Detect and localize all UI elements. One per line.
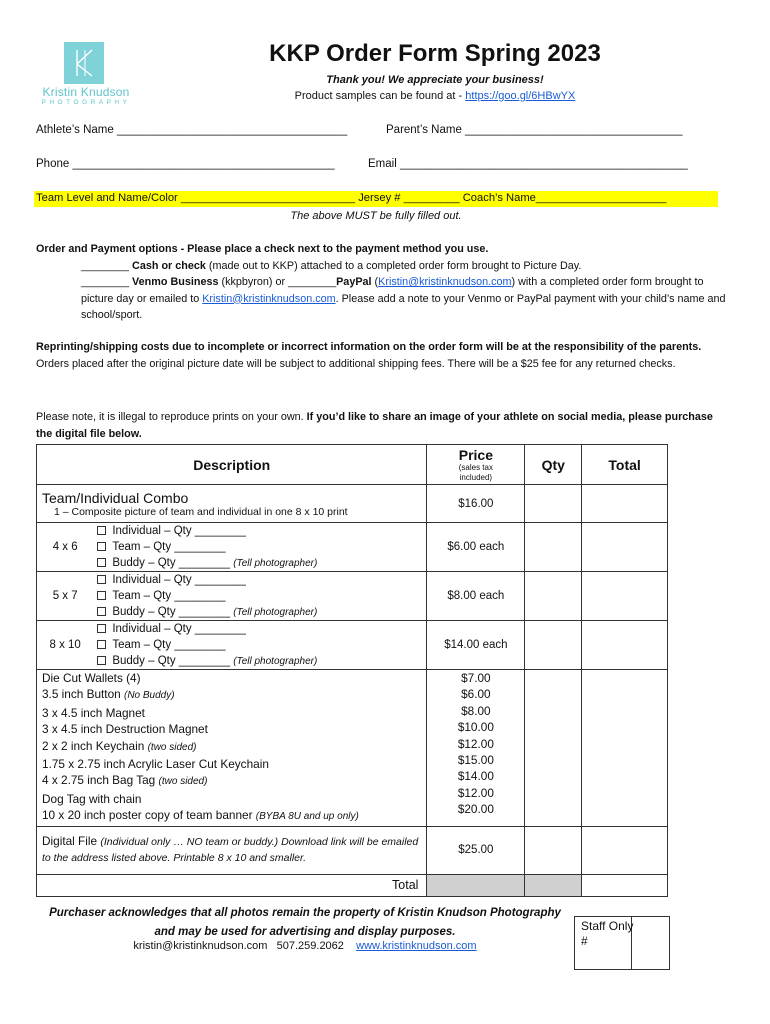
must-fill-note: The above MUST be fully filled out.: [290, 210, 462, 222]
team-info-field[interactable]: Team Level and Name/Color ____________________________ Jersey # _________ Coach’s Name_____________________: [36, 192, 667, 204]
list-item: 10 x 20 inch poster copy of team banner (BYBA 8U and up only): [42, 808, 359, 823]
page-title: KKP Order Form Spring 2023: [269, 40, 601, 67]
checkbox-icon[interactable]: [97, 558, 106, 567]
reproduction-notice: Please note, it is illegal to reproduce prints on your own. If you’d like to share an image of your athlete on social media, please purchase the digital file below.: [36, 411, 713, 440]
total-cell[interactable]: [582, 826, 668, 874]
checkbox-icon[interactable]: [97, 640, 106, 649]
checkbox-icon[interactable]: [97, 624, 106, 633]
acknowledgement: Purchaser acknowledges that all photos remain the property of Kristin Knudson Photography and may be used for advertising and display purposes.: [49, 907, 561, 938]
list-item: 4 x 2.75 inch Bag Tag (two sided): [42, 773, 208, 788]
logo-mark-icon: [64, 42, 104, 84]
list-item: 3 x 4.5 inch Destruction Magnet: [42, 722, 208, 737]
venmo-option[interactable]: ________ Venmo Business (kkpbyron) or ________PayPal (Kristin@kristinknudson.com) with a completed order form brought to picture day or emailed to Kristin@kristinknudson.com. Please add a note to your Venmo or PayPal payment with your child’s name and school/sport.: [81, 276, 726, 321]
phone-field[interactable]: Phone _________________________________________: [36, 158, 335, 170]
thanks-line: Thank you! We appreciate your business!: [326, 74, 544, 86]
checkbox-icon[interactable]: [97, 607, 106, 616]
checkbox-icon[interactable]: [97, 575, 106, 584]
list-item: Dog Tag with chain: [42, 791, 142, 806]
price-header: Price (sales tax included): [427, 445, 525, 485]
qty-cell[interactable]: [525, 572, 582, 621]
table-row-total: Total: [37, 874, 668, 896]
logo-subtitle: PHOTOGRAPHY: [41, 99, 131, 106]
total-cell[interactable]: [582, 523, 668, 572]
email-field[interactable]: Email _____________________________________________: [368, 158, 688, 170]
list-item: 3 x 4.5 inch Magnet: [42, 705, 145, 720]
contact-phone: 507.259.2062: [276, 940, 344, 952]
samples-prefix: Product samples can be found at -: [294, 90, 466, 102]
samples-link[interactable]: https://goo.gl/6HBwYX: [465, 90, 576, 102]
qty-cell[interactable]: [525, 826, 582, 874]
total-cell[interactable]: [582, 670, 668, 827]
qty-cell[interactable]: [525, 485, 582, 523]
total-header: Total: [582, 445, 668, 485]
qty-header: Qty: [525, 445, 582, 485]
grand-total-cell[interactable]: [582, 874, 668, 896]
list-item: 2 x 2 inch Keychain (two sided): [42, 738, 197, 753]
order-email-link[interactable]: Kristin@kristinknudson.com: [202, 292, 336, 305]
list-item: 3.5 inch Button (No Buddy): [42, 687, 175, 702]
description-header: Description: [37, 445, 427, 485]
table-row-size: 8 x 10 Individual – Qty ________ Team – Qty ________ Buddy – Qty ________ (Tell photographer) $14.00 each: [37, 621, 668, 670]
qty-cell[interactable]: [525, 670, 582, 827]
total-cell[interactable]: [582, 621, 668, 670]
samples-line: [160, 90, 710, 102]
checkbox-icon[interactable]: [97, 526, 106, 535]
total-cell[interactable]: [582, 572, 668, 621]
order-table: [36, 444, 668, 897]
checkbox-icon[interactable]: [97, 542, 106, 551]
payment-section: [36, 241, 726, 324]
logo-name: Kristin Knudson: [42, 85, 130, 99]
qty-cell[interactable]: [525, 523, 582, 572]
checkbox-icon[interactable]: [97, 591, 106, 600]
qty-cell[interactable]: [525, 621, 582, 670]
table-row-size: 5 x 7 Individual – Qty ________ Team – Qty ________ Buddy – Qty ________ (Tell photographer) $8.00 each: [37, 572, 668, 621]
website-link[interactable]: www.kristinknudson.com: [356, 940, 477, 952]
table-row-digital: Digital File (Individual only … NO team or buddy.) Download link will be emailed to the address listed above. Printable 8 x 10 and smaller. $25.00: [37, 826, 668, 874]
total-cell[interactable]: [582, 485, 668, 523]
table-row-items: Die Cut Wallets (4) 3.5 inch Button (No Buddy) 3 x 4.5 inch Magnet 3 x 4.5 inch Destruction Magnet 2 x 2 inch Keychain (two sided) 1.75 x 2.75 inch Acrylic Laser Cut Keychain 4 x 2.75 inch Bag Tag (two sided) Dog Tag with chain 10 x 20 inch poster copy of team banner (BYBA 8U and up only) $7.00 $6.00 $8.00 $10.00 $12.00 $15.00 $14.00 $12.00 $20.00: [37, 670, 668, 827]
table-header-row: [37, 445, 668, 485]
paypal-email-link[interactable]: Kristin@kristinknudson.com: [378, 276, 512, 288]
contact-line: [40, 940, 570, 952]
reprint-notice: Reprinting/shipping costs due to incomplete or incorrect information on the order form will be at the responsibility of the parents. Orders placed after the original picture date will be subject to additional shipping fees. There will be a $25 fee for any returned checks.: [36, 341, 702, 370]
contact-email: kristin@kristinknudson.com: [133, 940, 268, 952]
table-row-size: 4 x 6 Individual – Qty ________ Team – Qty ________ Buddy – Qty ________ (Tell photographer) $6.00 each: [37, 523, 668, 572]
company-logo: [34, 42, 138, 108]
table-row-combo: Team/Individual Combo 1 – Composite picture of team and individual in one 8 x 10 print $16.00: [37, 485, 668, 523]
staff-only-box: Staff Only #: [574, 916, 670, 970]
athlete-name-field[interactable]: Athlete’s Name ____________________________________: [36, 124, 348, 136]
list-item: Die Cut Wallets (4): [42, 671, 141, 685]
checkbox-icon[interactable]: [97, 656, 106, 665]
parent-name-field[interactable]: Parent’s Name __________________________________: [386, 124, 683, 136]
payment-heading: Order and Payment options - Please place a check next to the payment method you use.: [36, 243, 489, 255]
list-item: 1.75 x 2.75 inch Acrylic Laser Cut Keychain: [42, 757, 269, 772]
cash-option[interactable]: ________ Cash or check (made out to KKP) attached to a completed order form brought to Picture Day.: [81, 259, 582, 272]
